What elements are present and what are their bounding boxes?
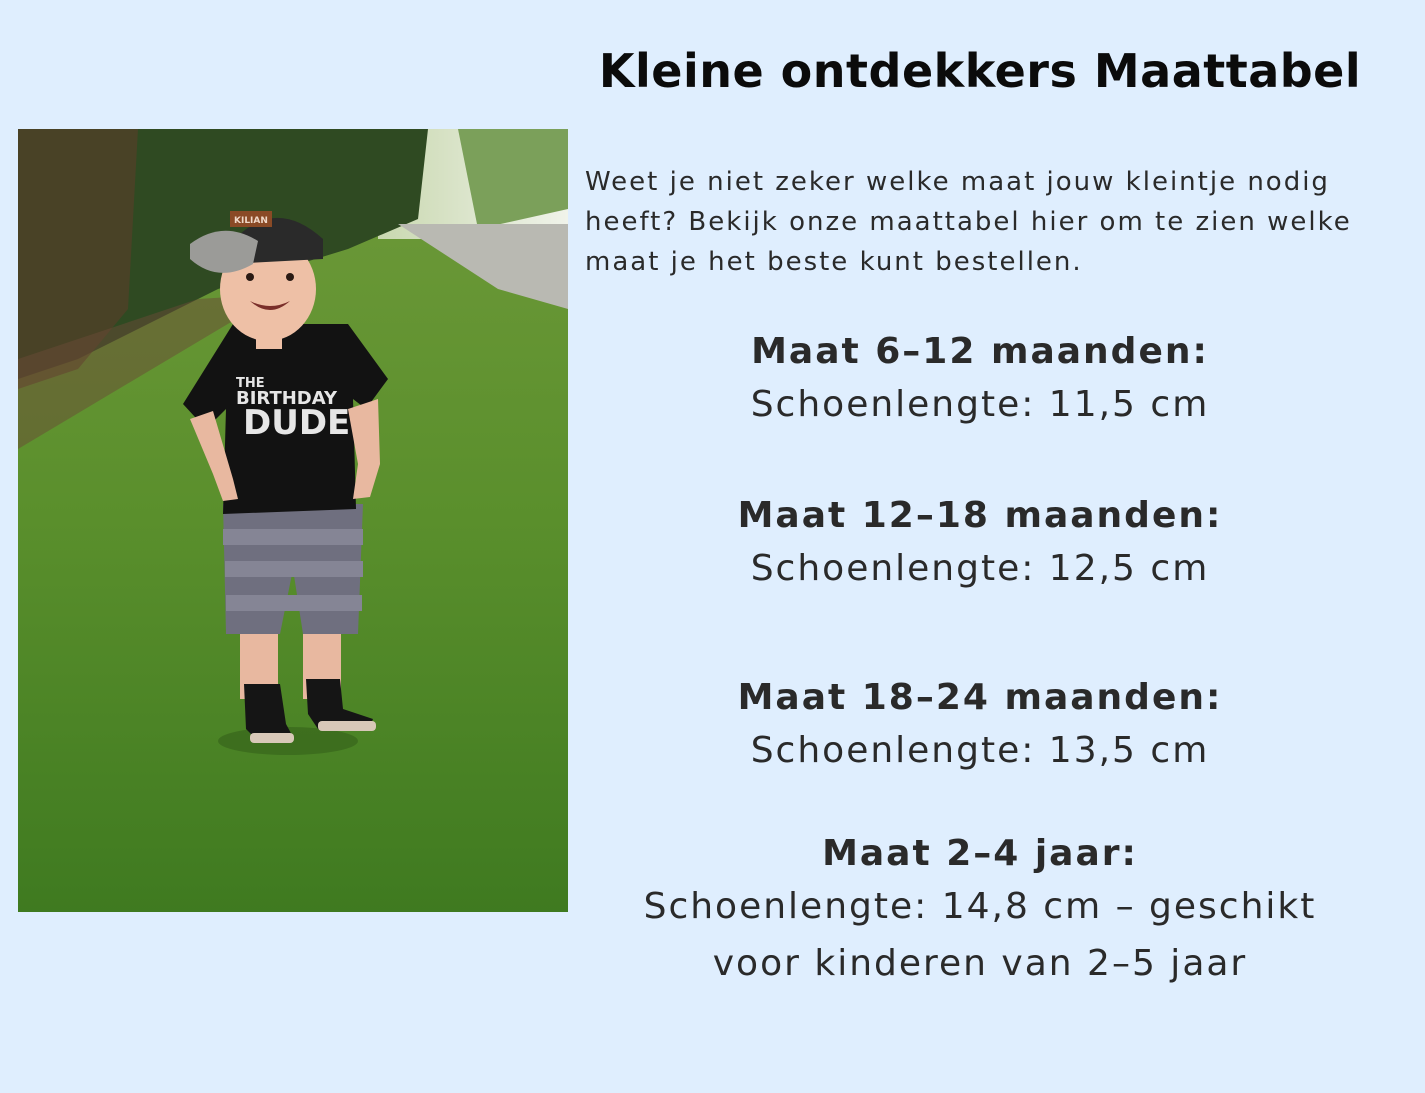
size-entry xyxy=(640,328,1320,433)
shoe-length: Schoenlengte: 14,8 cm – geschikt voor kinderen van 2–5 jaar xyxy=(643,886,1317,984)
shoe-length: Schoenlengte: 13,5 cm xyxy=(750,730,1210,771)
shirt-text-line3: DUDE xyxy=(243,403,351,443)
size-label: Maat 18–24 maanden: xyxy=(737,677,1223,718)
size-label: Maat 6–12 maanden: xyxy=(751,331,1209,372)
shirt-text-line1: THE xyxy=(236,376,265,391)
size-entry xyxy=(640,830,1320,992)
intro-text: Weet je niet zeker welke maat jouw kleintje nodig heeft? Bekijk onze maattabel hier om te zien welke maat je het beste kunt bestellen. xyxy=(585,167,1352,277)
page-title: Kleine ontdekkers Maattabel xyxy=(598,44,1362,98)
size-label: Maat 12–18 maanden: xyxy=(737,495,1223,536)
size-label: Maat 2–4 jaar: xyxy=(822,833,1138,874)
child-photo xyxy=(18,129,568,912)
size-entry xyxy=(640,492,1320,597)
shoe-length: Schoenlengte: 11,5 cm xyxy=(750,384,1210,425)
shoe-length: Schoenlengte: 12,5 cm xyxy=(750,548,1210,589)
shirt-text-line2: BIRTHDAY xyxy=(236,388,337,409)
cap-patch-text: KILIAN xyxy=(234,216,268,226)
size-entry xyxy=(640,674,1320,779)
